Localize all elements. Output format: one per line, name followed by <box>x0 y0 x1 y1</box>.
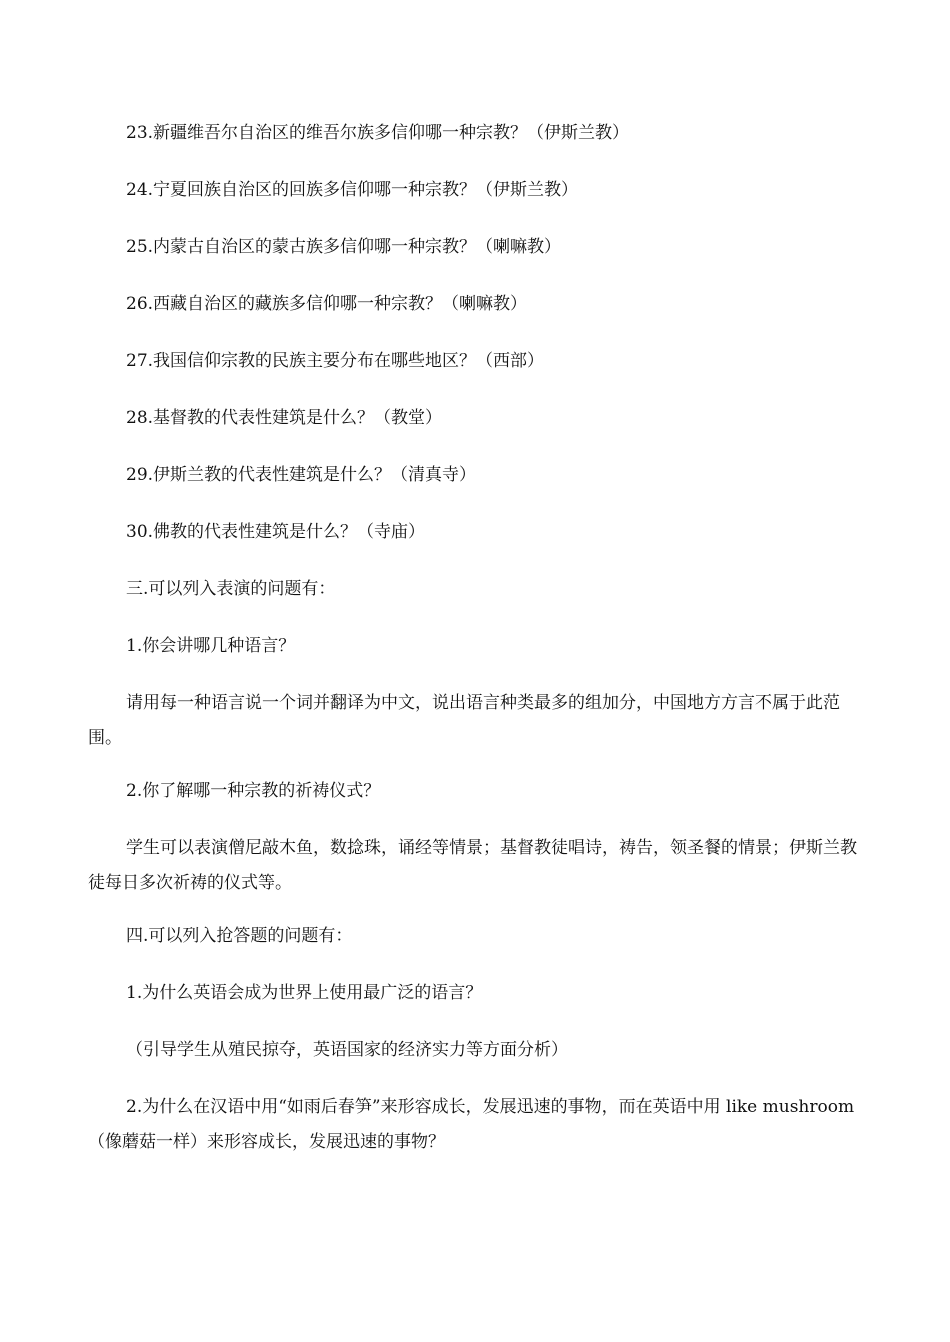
performance-question-1: 1.你会讲哪几种语言？ <box>126 636 296 656</box>
quiz-question-1: 1.为什么英语会成为世界上使用最广泛的语言？ <box>126 983 483 1003</box>
document-body <box>88 116 862 1160</box>
section-heading-quiz: 四.可以列入抢答题的问题有： <box>126 926 353 946</box>
performance-question-2: 2.你了解哪一种宗教的祈祷仪式？ <box>126 781 381 801</box>
question-29: 29.伊斯兰教的代表性建筑是什么？（清真寺） <box>126 465 477 485</box>
question-27: 27.我国信仰宗教的民族主要分布在哪些地区？（西部） <box>126 351 545 371</box>
question-23: 23.新疆维吾尔自治区的维吾尔族多信仰哪一种宗教？（伊斯兰教） <box>126 123 630 143</box>
section-heading-performance: 三.可以列入表演的问题有： <box>126 579 336 599</box>
question-28: 28.基督教的代表性建筑是什么？（教堂） <box>126 408 443 428</box>
performance-answer-1: 请用每一种语言说一个词并翻译为中文，说出语言种类最多的组加分，中国地方方言不属于此范围。 <box>88 693 840 748</box>
question-24: 24.宁夏回族自治区的回族多信仰哪一种宗教？（伊斯兰教） <box>126 180 579 200</box>
question-30: 30.佛教的代表性建筑是什么？（寺庙） <box>126 522 426 542</box>
quiz-question-2: 2.为什么在汉语中用“如雨后春笋”来形容成长，发展迅速的事物，而在英语中用 like mushroom（像蘑菇一样）来形容成长，发展迅速的事物？ <box>88 1097 855 1152</box>
question-26: 26.西藏自治区的藏族多信仰哪一种宗教？（喇嘛教） <box>126 294 528 314</box>
performance-answer-2: 学生可以表演僧尼敲木鱼，数捻珠，诵经等情景；基督教徒唱诗，祷告，领圣餐的情景；伊斯兰教徒每日多次祈祷的仪式等。 <box>88 838 857 893</box>
question-25: 25.内蒙古自治区的蒙古族多信仰哪一种宗教？（喇嘛教） <box>126 237 562 257</box>
quiz-answer-1: （引导学生从殖民掠夺，英语国家的经济实力等方面分析） <box>126 1040 568 1060</box>
